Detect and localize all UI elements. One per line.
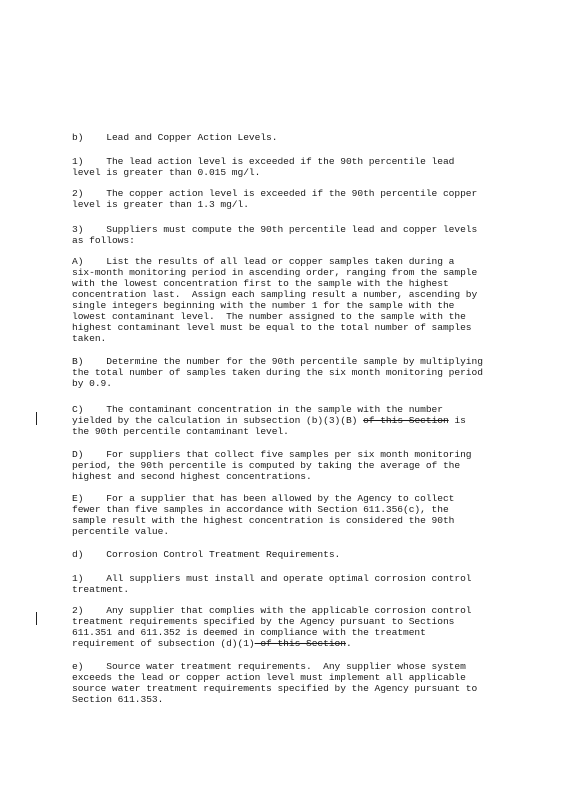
paragraph-d1-install-corrosion-control: 1) All suppliers must install and operate optimal corrosion control treatment. [72,573,472,595]
section-b-heading: b) Lead and Copper Action Levels. [72,132,278,143]
paragraph-b3c-text-start: C) The contaminant concentration in the sample with the number yielded by the calculation in subsection (b)(3)(B) [72,404,443,426]
section-d-heading: d) Corrosion Control Treatment Requirements. [72,549,341,560]
paragraph-b3c-struck-text: of this Section [363,415,449,426]
revision-change-bar [36,612,37,625]
paragraph-b3d-five-samples: D) For suppliers that collect five samples per six month monitoring period, the 90th percentile is computed by taking the average of the highest and second highest concentrations. [72,449,472,482]
paragraph-d2-struck-text: of this Section [254,638,346,649]
paragraph-b3b-determine-number: B) Determine the number for the 90th percentile sample by multiplying the total number of samples taken during the six month monitoring period by 0.9. [72,356,483,389]
paragraph-b3-compute-percentile: 3) Suppliers must compute the 90th percentile lead and copper levels as follows: [72,224,478,246]
paragraph-b3c-contaminant-concentration [72,404,502,437]
revision-change-bar [36,412,37,425]
paragraph-d2-compliance [72,605,502,649]
paragraph-b1-lead-action-level: 1) The lead action level is exceeded if the 90th percentile lead level is greater than 0.015 mg/l. [72,156,455,178]
paragraph-b3c-text-end: is the 90th percentile contaminant level. [72,415,466,437]
paragraph-b3a-list-results: A) List the results of all lead or copper samples taken during a six-month monitoring period in ascending order, ranging from the sample with the lowest concentration first to the sample with the highest concentration last. Assign each sampling result a number, ascending by single integers beginning with the number 1 for the sample with the lowest contaminant level. The number assigned to the sample with the highest contaminant level must be equal to the total number of samples taken. [72,256,478,344]
paragraph-b2-copper-action-level: 2) The copper action level is exceeded if the 90th percentile copper level is greater than 1.3 mg/l. [72,188,478,210]
paragraph-e-source-water-treatment: e) Source water treatment requirements. Any supplier whose system exceeds the lead or copper action level must implement all applicable source water treatment requirements specified by the Agency pursuant to Section 611.353. [72,661,478,705]
paragraph-b3e-fewer-samples: E) For a supplier that has been allowed by the Agency to collect fewer than five samples in accordance with Section 611.356(c), the sample result with the highest concentration is considered the 90th percentile value. [72,493,455,537]
paragraph-d2-text-end: . [345,638,352,649]
paragraph-d2-text-start: 2) Any supplier that complies with the applicable corrosion control treatment requirements specified by the Agency pursuant to Sections 611.351 and 611.352 is deemed in compliance with the treatment requirement of subsection (d)(1) [72,605,472,649]
